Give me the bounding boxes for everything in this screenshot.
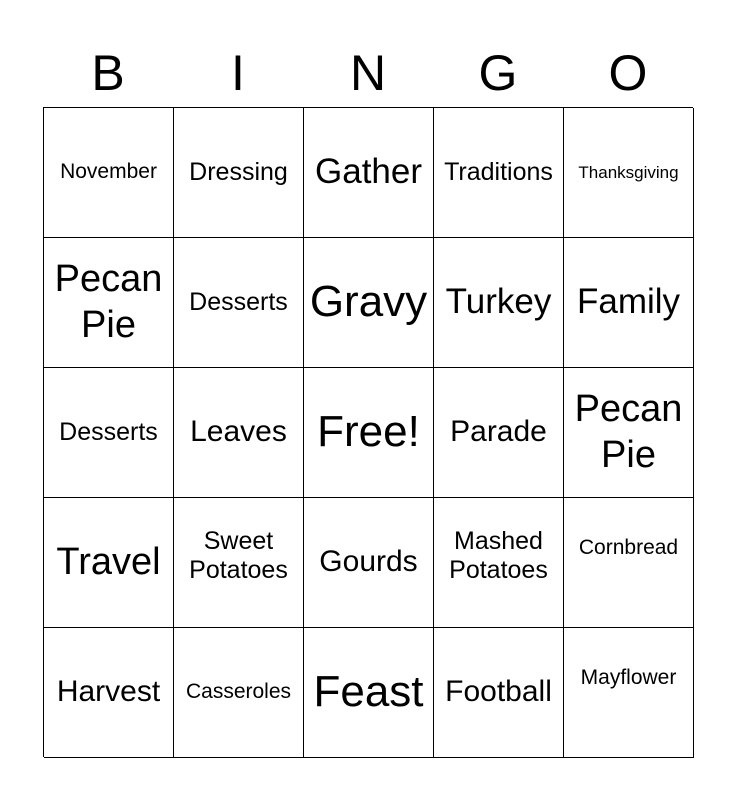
free-space[interactable] (304, 368, 434, 498)
cell-text: November (60, 160, 157, 184)
cell-text: Mashed Potatoes (449, 526, 548, 584)
cell-text: Family (576, 282, 681, 322)
bingo-cell[interactable] (174, 628, 304, 758)
bingo-cell[interactable] (564, 108, 694, 238)
cell-text: Traditions (444, 158, 553, 187)
bingo-cell[interactable] (174, 238, 304, 368)
bingo-cell[interactable] (304, 498, 434, 628)
bingo-cell[interactable] (44, 108, 174, 238)
bingo-cell[interactable] (44, 498, 174, 628)
cell-text: Gravy (309, 277, 428, 327)
bingo-cell[interactable] (174, 498, 304, 628)
bingo-cell[interactable] (434, 498, 564, 628)
bingo-cell[interactable] (304, 238, 434, 368)
cell-text: Sweet Potatoes (189, 526, 288, 584)
cell-text: Cornbread (578, 536, 679, 560)
cell-text: Harvest (56, 675, 161, 709)
cell-text: Desserts (189, 288, 288, 317)
cell-text: Turkey (445, 282, 552, 322)
cell-text: Leaves (190, 415, 287, 449)
cell-text: Gourds (319, 545, 418, 579)
cell-text: Travel (56, 540, 161, 583)
header-letter-o: O (608, 45, 648, 101)
bingo-cell[interactable] (304, 628, 434, 758)
cell-text: Mayflower (580, 666, 677, 690)
header-letter-i: I (231, 45, 245, 101)
bingo-header (43, 38, 693, 108)
bingo-cell[interactable] (564, 498, 694, 628)
bingo-cell[interactable] (564, 238, 694, 368)
bingo-cell[interactable] (564, 628, 694, 758)
cell-text: Thanksgiving (578, 162, 679, 182)
cell-text: Pecan Pie (54, 257, 163, 346)
bingo-cell[interactable] (44, 628, 174, 758)
header-letter-b: B (91, 45, 125, 101)
cell-text: Casseroles (185, 680, 292, 704)
bingo-cell[interactable] (434, 108, 564, 238)
bingo-cell[interactable] (434, 628, 564, 758)
bingo-cell[interactable] (174, 108, 304, 238)
cell-text: Feast (313, 667, 424, 717)
bingo-cell[interactable] (434, 238, 564, 368)
bingo-cell[interactable] (434, 368, 564, 498)
header-letter-n: N (349, 45, 387, 101)
bingo-cell[interactable] (304, 108, 434, 238)
cell-text: Desserts (59, 418, 158, 447)
free-space-text: Free! (317, 407, 420, 457)
bingo-cell[interactable] (174, 368, 304, 498)
cell-text: Pecan Pie (574, 387, 683, 476)
bingo-cell[interactable] (564, 368, 694, 498)
cell-text: Parade (450, 415, 547, 449)
cell-text: Dressing (189, 158, 288, 187)
bingo-board (43, 107, 693, 757)
bingo-cell[interactable] (44, 368, 174, 498)
header-letter-g: G (478, 45, 518, 101)
bingo-cell[interactable] (44, 238, 174, 368)
cell-text: Gather (315, 152, 422, 192)
cell-text: Football (445, 675, 552, 709)
